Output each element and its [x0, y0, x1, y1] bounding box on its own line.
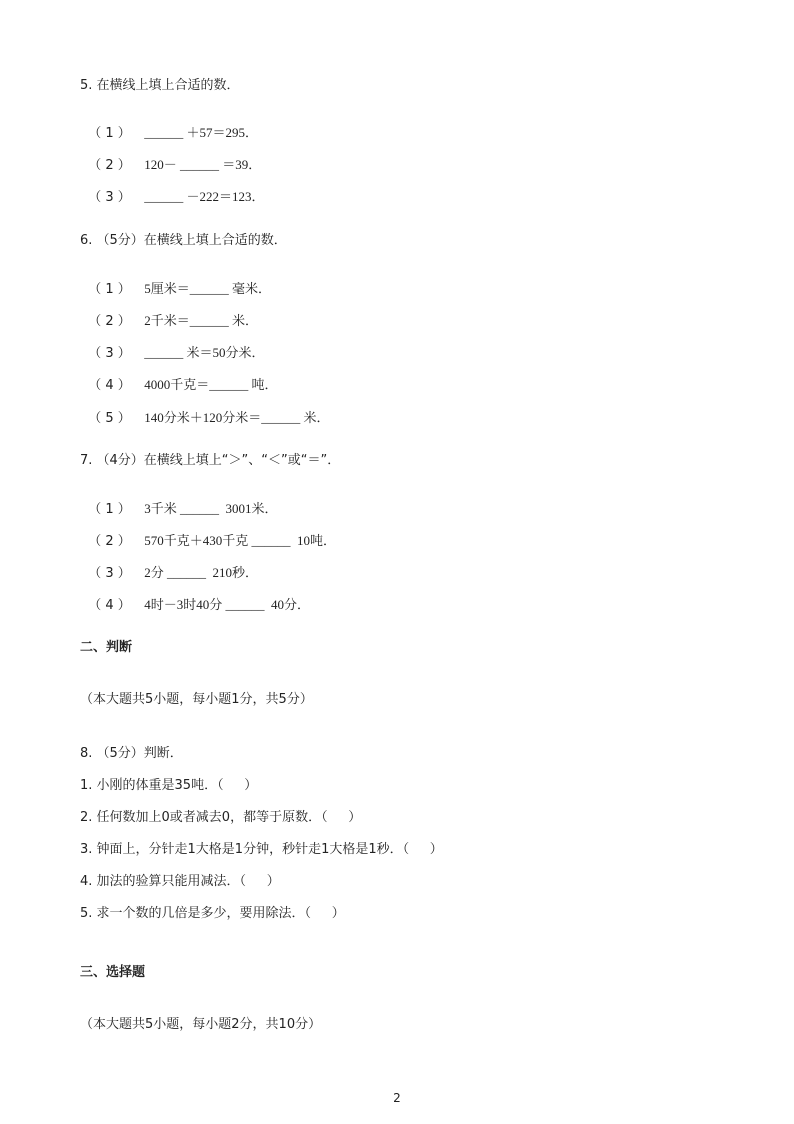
question-7-title: 7. （4分）在横线上填上“＞”、“＜”或“＝”． — [80, 453, 341, 468]
question-6-item-4 — [80, 361, 278, 394]
question-8-item-4: 4. 加法的验算只能用减法．（ ） — [80, 874, 280, 889]
section-3-heading: 三、选择题 — [80, 965, 146, 980]
item-text: ______ 米＝50分米． — [144, 345, 265, 360]
question-6-item-2 — [80, 297, 258, 330]
page-number: 2 — [393, 1091, 401, 1105]
question-5-title: 5. 在横线上填上合适的数． — [80, 78, 240, 93]
item-label: （ 5 ） — [88, 411, 131, 426]
item-text: 4000千克＝______ 吨． — [144, 377, 278, 392]
question-8-item-3: 3. 钟面上，分针走1大格是1分钟，秒针走1大格是1秒．（ ） — [80, 842, 443, 857]
item-text: 4时－3时40分 ______ 40分． — [144, 597, 311, 612]
question-7-item-1 — [80, 485, 278, 518]
question-6-title: 6. （5分）在横线上填上合适的数． — [80, 233, 287, 248]
question-8-item-2: 2. 任何数加上0或者减去0，都等于原数．（ ） — [80, 810, 362, 825]
item-label: （ 3 ） — [88, 566, 131, 581]
question-6-item-3 — [80, 329, 265, 362]
question-7-item-3 — [80, 549, 258, 582]
question-7-item-2 — [80, 517, 336, 550]
question-6-item-5 — [80, 394, 330, 427]
question-8-item-5: 5. 求一个数的几倍是多少，要用除法．（ ） — [80, 906, 345, 921]
section-3-note: （本大题共5小题，每小题2分，共10分） — [80, 1017, 322, 1032]
item-text: 140分米＋120分米＝______ 米． — [144, 410, 330, 425]
item-label: （ 1 ） — [88, 282, 131, 297]
question-8-item-1: 1. 小刚的体重是35吨．（ ） — [80, 778, 258, 793]
item-label: （ 3 ） — [88, 346, 131, 361]
item-text: 570千克＋430千克 ______ 10吨． — [144, 533, 337, 548]
question-5-item-3 — [80, 173, 265, 206]
item-text: 120－ ______ ＝39． — [144, 157, 262, 172]
item-label: （ 4 ） — [88, 378, 131, 393]
item-text: 3千米 ______ 3001米． — [144, 501, 278, 516]
item-text: 5厘米＝______ 毫米． — [144, 281, 272, 296]
question-5-item-2 — [80, 141, 261, 174]
question-8-title: 8. （5分）判断． — [80, 746, 183, 761]
item-text: ______ ＋57＝295． — [144, 125, 259, 140]
item-text: 2分 ______ 210秒． — [144, 565, 259, 580]
item-label: （ 2 ） — [88, 314, 131, 329]
item-text: ______ －222＝123． — [144, 189, 265, 204]
question-7-item-4 — [80, 581, 310, 614]
item-label: （ 2 ） — [88, 534, 131, 549]
item-label: （ 3 ） — [88, 190, 131, 205]
item-label: （ 4 ） — [88, 598, 131, 613]
item-label: （ 1 ） — [88, 126, 131, 141]
question-6-item-1 — [80, 265, 271, 298]
item-label: （ 1 ） — [88, 502, 131, 517]
section-2-heading: 二、判断 — [80, 640, 133, 655]
question-5-item-1 — [80, 109, 258, 142]
section-2-note: （本大题共5小题，每小题1分，共5分） — [80, 692, 313, 707]
item-text: 2千米＝______ 米． — [144, 313, 259, 328]
item-label: （ 2 ） — [88, 158, 131, 173]
